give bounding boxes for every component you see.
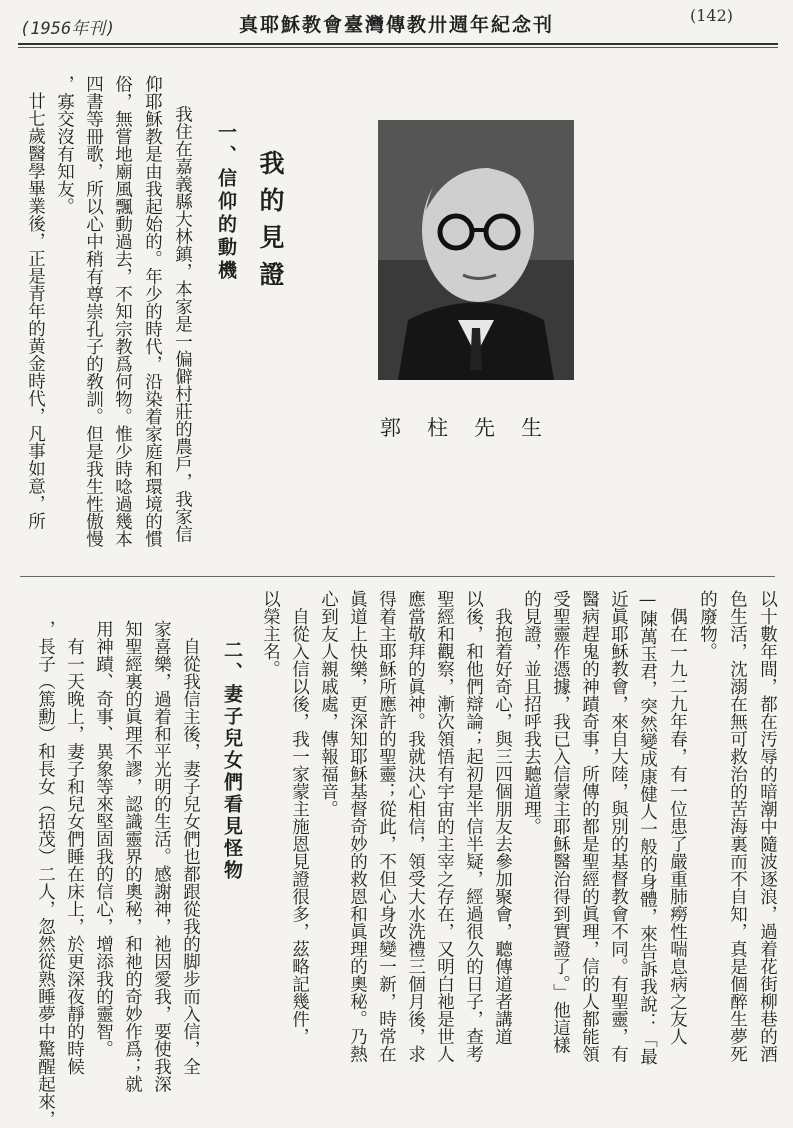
body-column: 的廢物。 xyxy=(697,590,718,660)
photo-caption: 郭柱先生 xyxy=(380,416,568,440)
section-1-column: 我住在嘉義縣大林鎮，本家是一偏僻村莊的農戶，我家信 xyxy=(172,105,193,543)
body-column: —陳萬玉君，突然變成康健人一般的身體，來告訴我說：「最 xyxy=(637,590,658,1065)
body-column: 偶在一九二九年春，有一位患了嚴重肺癆性喘息病之友人 xyxy=(667,590,688,1045)
handwritten-date-note: (1956年刊) xyxy=(20,19,116,39)
section-1-column: 俗，無嘗地廟風飄動過去，不知宗教爲何物。惟少時唸過幾本 xyxy=(112,75,133,548)
section-1-heading: 一、信仰的動機 xyxy=(215,122,237,283)
section-1-column: 廿七歲醫學畢業後，正是青年的黄金時代，凡事如意，所 xyxy=(25,92,46,530)
page-header-title: 真耶穌教會臺灣傳教卅週年紀念刊 xyxy=(238,14,554,36)
section-1-column: ，寡交沒有知友。 xyxy=(54,75,75,215)
section-2-column: 知聖經裏的眞理不謬，認識靈界的奧秘，和祂的奇妙作爲；就 xyxy=(122,620,143,1093)
body-column: 受聖靈作憑據，我已入信蒙主耶穌醫治得到實證了。」他這樣 xyxy=(550,590,571,1054)
section-2-column: 自從我信主後，妻子兒女們也都跟從我的脚步而入信，全 xyxy=(180,620,201,1075)
body-column: 應當敬拜的眞神。我就決心相信，領受大水洗禮三個月後，求 xyxy=(405,590,426,1063)
body-column: 色生活，沈溺在無可救治的苦海裏而不自知，真是個醉生夢死 xyxy=(727,590,748,1063)
section-2-column: 用神蹟、奇事、異象等來堅固我的信心，增添我的靈智。 xyxy=(93,620,114,1058)
header-rule xyxy=(18,43,778,45)
header-rule-thin xyxy=(18,47,778,48)
body-column: 得着主耶穌所應許的聖靈；從此，不但心身改變一新，時常在 xyxy=(376,590,397,1063)
body-column: 的見證，並且招呼我去聽道理。 xyxy=(521,590,542,835)
body-column: 心到友人親戚處，傳報福音。 xyxy=(318,590,339,818)
portrait-photo xyxy=(378,120,574,380)
section-divider xyxy=(20,576,775,577)
section-2-column: 有一天晚上，妻子和兒女們睡在床上，於更深夜靜的時候 xyxy=(64,620,85,1075)
section-2-column: 家喜樂，過着和平光明的生活。感謝神，祂因愛我，要使我深 xyxy=(151,620,172,1093)
body-column: 以十數年間，都在汚辱的暗潮中隨波逐浪，過着花街柳巷的酒 xyxy=(757,590,778,1063)
body-column: 以後，和他們辯論；起初是半信半疑，經過很久的日子，查考 xyxy=(463,590,484,1063)
body-column: 聖經和觀察，漸次領悟有宇宙的主宰之存在，又明白祂是世人 xyxy=(434,590,455,1063)
body-column: 近眞耶穌教會，來自大陸，與別的基督教會不同。有聖靈，有 xyxy=(608,590,629,1063)
section-1-column: 四書等冊歌，所以心中稍有尊崇孔子的敎訓。但是我生性傲慢 xyxy=(83,75,104,548)
page-number: (142) xyxy=(690,6,734,25)
body-column: 以榮主名。 xyxy=(260,590,281,678)
section-2-column: ，長子（篤勳）和長女（招茂）二人，忽然從熟睡夢中驚醒起來， xyxy=(35,620,56,1128)
body-column: 眞道上快樂，更深知耶穌基督奇妙的救恩和眞理的奧秘。乃熱 xyxy=(347,590,368,1063)
body-column: 自從入信以後，我一家蒙主施恩見證很多，茲略記幾件， xyxy=(289,590,310,1045)
body-column: 醫病趕鬼的神蹟奇事，所傳的都是聖經的眞理，信的人都能領 xyxy=(579,590,600,1063)
section-1-column: 仰耶穌教是由我起始的。年少的時代，沿染着家庭和環境的慣 xyxy=(142,75,163,548)
body-column: 我抱着好奇心，與三四個朋友去參加聚會，聽傳道者講道 xyxy=(492,590,513,1045)
article-title: 我的見證 xyxy=(256,150,285,298)
section-2-heading: 二、妻子兒女們看見怪物 xyxy=(221,640,243,882)
